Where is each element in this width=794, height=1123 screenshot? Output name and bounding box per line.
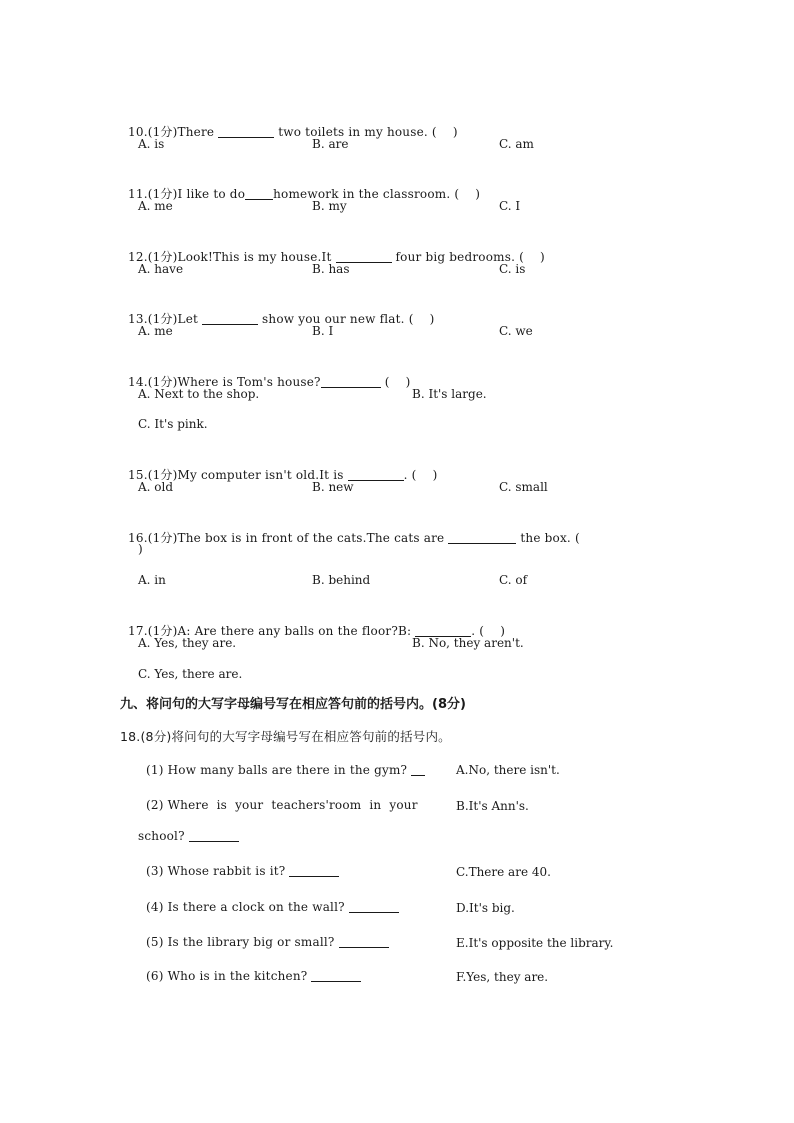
option-a[interactable]: A. is: [138, 137, 165, 151]
answer-paren[interactable]: ( ): [519, 250, 545, 264]
question-score: (1分): [147, 468, 178, 482]
question-number: 13.: [128, 312, 148, 326]
question-text: the box.: [516, 531, 571, 545]
question-number: 17.: [128, 624, 148, 638]
question-18-heading: 18.(8分)将问句的大写字母编号写在相应答句前的括号内。: [120, 729, 451, 744]
match-question-5: [146, 932, 389, 952]
section-title: 九、将问句的大写字母编号写在相应答句前的括号内。(8分): [120, 697, 466, 712]
question-12: [120, 227, 545, 264]
answer-paren[interactable]: (: [574, 531, 580, 545]
match-question-2-cont: [138, 826, 239, 846]
question-score: (1分): [147, 624, 178, 638]
question-text: My computer isn't old.It is: [177, 468, 348, 482]
question-text: Where is Tom's house?: [177, 375, 321, 389]
answer-paren[interactable]: ( ): [384, 375, 411, 389]
question-text: Look!This is my house.It: [177, 250, 336, 264]
question-number: 11.: [128, 187, 148, 201]
question-number: 14.: [128, 375, 148, 389]
option-c[interactable]: C. am: [499, 137, 534, 151]
match-question-3: [146, 861, 339, 881]
option-c[interactable]: C. Yes, there are.: [138, 667, 243, 681]
answer-blank[interactable]: [339, 934, 389, 948]
option-c[interactable]: C. It's pink.: [138, 417, 208, 431]
question-score: (1分): [147, 375, 178, 389]
option-c[interactable]: C. I: [499, 199, 521, 213]
match-question-2: (2) Where is your teachers'room in your: [146, 798, 418, 812]
question-16: [120, 508, 580, 545]
question-10: [120, 102, 458, 139]
question-score: (1分): [147, 312, 178, 326]
option-a[interactable]: A. Yes, they are.: [138, 636, 237, 650]
option-a[interactable]: A. in: [138, 573, 166, 587]
match-answer-f: F.Yes, they are.: [456, 970, 549, 984]
question-text: Let: [177, 312, 203, 326]
option-b[interactable]: B. new: [312, 480, 354, 494]
match-answer-a: A.No, there isn't.: [456, 763, 560, 777]
match-question-text: (6) Who is in the kitchen?: [146, 969, 308, 983]
answer-blank[interactable]: [245, 186, 273, 200]
match-question-1: [146, 760, 425, 780]
option-b[interactable]: B. behind: [312, 573, 371, 587]
question-score: (1分): [147, 125, 178, 139]
answer-paren[interactable]: ( ): [431, 125, 458, 139]
option-c[interactable]: C. of: [499, 573, 528, 587]
question-score: (1分): [147, 250, 178, 264]
question-score: (1分): [147, 187, 178, 201]
match-answer-d: D.It's big.: [456, 901, 515, 915]
answer-blank[interactable]: [411, 762, 425, 776]
answer-blank[interactable]: [189, 828, 239, 842]
answer-paren[interactable]: ( ): [454, 187, 481, 201]
option-b[interactable]: B. has: [312, 262, 350, 276]
answer-blank[interactable]: [349, 899, 399, 913]
question-17: [120, 601, 506, 638]
option-b[interactable]: B. are: [312, 137, 349, 151]
option-c[interactable]: C. is: [499, 262, 526, 276]
question-text: .: [403, 468, 408, 482]
match-question-text: (4) Is there a clock on the wall?: [146, 900, 345, 914]
answer-paren[interactable]: ( ): [479, 624, 506, 638]
option-a[interactable]: A. me: [138, 199, 173, 213]
option-b[interactable]: B. It's large.: [412, 387, 487, 401]
option-a[interactable]: A. me: [138, 324, 173, 338]
question-13: [120, 289, 435, 326]
option-c[interactable]: C. small: [499, 480, 548, 494]
option-b[interactable]: B. No, they aren't.: [412, 636, 524, 650]
match-answer-b: B.It's Ann's.: [456, 799, 529, 813]
question-number: 10.: [128, 125, 148, 139]
option-b[interactable]: B. I: [312, 324, 334, 338]
question-text: I like to do: [177, 187, 246, 201]
question-15: [120, 445, 438, 482]
match-answer-e: E.It's opposite the library.: [456, 936, 614, 950]
answer-paren-close[interactable]: ): [138, 542, 143, 556]
match-question-text: (1) How many balls are there in the gym?: [146, 763, 408, 777]
question-text: show you our new flat.: [258, 312, 405, 326]
match-question-4: [146, 897, 399, 917]
answer-blank[interactable]: [321, 374, 381, 388]
option-c[interactable]: C. we: [499, 324, 533, 338]
question-14: [120, 352, 411, 389]
match-question-text: (5) Is the library big or small?: [146, 935, 335, 949]
question-number: 15.: [128, 468, 148, 482]
answer-blank[interactable]: [348, 467, 404, 481]
answer-blank[interactable]: [289, 863, 339, 877]
question-text: homework in the classroom.: [273, 187, 451, 201]
option-a[interactable]: A. Next to the shop.: [138, 387, 260, 401]
question-text: two toilets in my house.: [274, 125, 428, 139]
option-a[interactable]: A. have: [138, 262, 184, 276]
answer-paren[interactable]: ( ): [408, 312, 435, 326]
match-question-text: school?: [138, 829, 185, 843]
question-number: 16.: [128, 531, 148, 545]
answer-blank[interactable]: [448, 530, 516, 544]
match-question-text: (3) Whose rabbit is it?: [146, 864, 286, 878]
match-answer-c: C.There are 40.: [456, 865, 551, 879]
option-a[interactable]: A. old: [138, 480, 174, 494]
answer-blank[interactable]: [311, 968, 361, 982]
question-number: 12.: [128, 250, 148, 264]
option-b[interactable]: B. my: [312, 199, 347, 213]
question-text: A: Are there any balls on the floor?B:: [177, 624, 416, 638]
question-text: .: [471, 624, 476, 638]
question-text: four big bedrooms.: [391, 250, 516, 264]
answer-blank[interactable]: [218, 124, 274, 138]
question-text: There: [177, 125, 219, 139]
answer-paren[interactable]: ( ): [411, 468, 438, 482]
question-11: [120, 164, 481, 201]
question-score: (1分): [147, 531, 178, 545]
answer-blank[interactable]: [202, 311, 258, 325]
question-text: The box is in front of the cats.The cats are: [177, 531, 449, 545]
match-question-6: [146, 966, 361, 986]
